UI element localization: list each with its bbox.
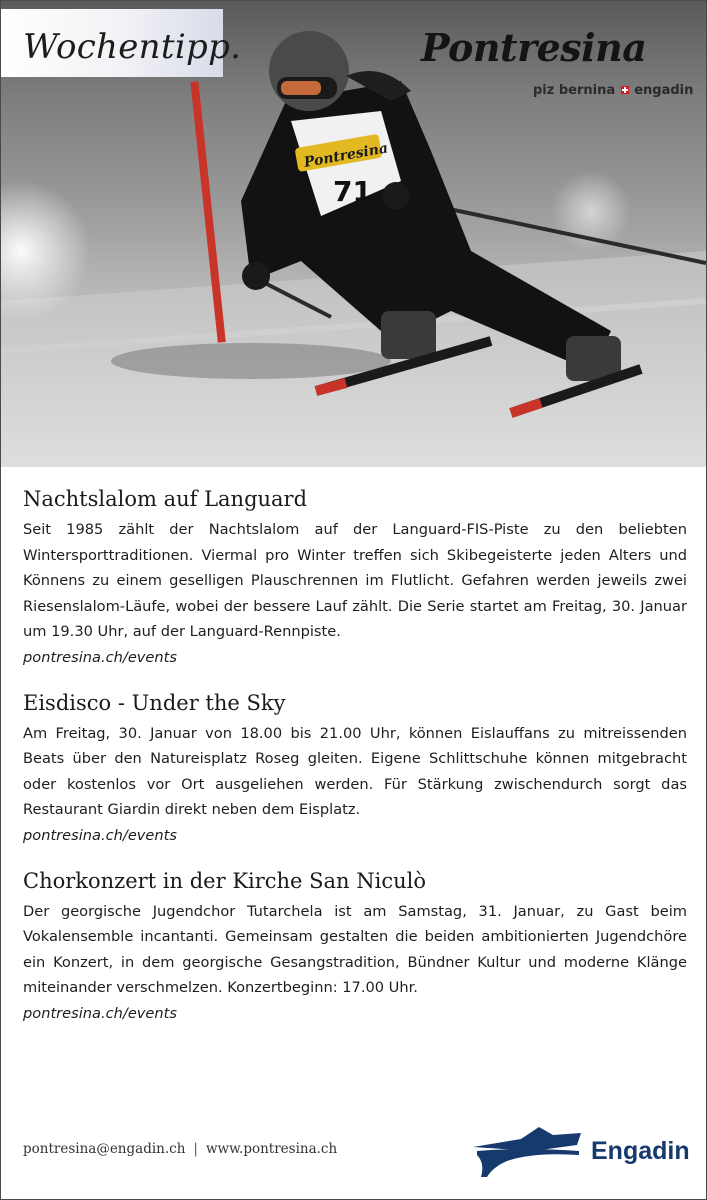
event-title: Chorkonzert in der Kirche San Niculò: [23, 868, 426, 893]
website-link[interactable]: www.pontresina.ch: [205, 1141, 338, 1157]
pontresina-logo: [421, 25, 694, 109]
logo-sub-left: piz bernina: [533, 83, 616, 98]
event-body: Am Freitag, 30. Januar von 18.00 bis 21.00 Uhr, können Eislauffans zu mitreissenden Beats über den Natureisplatz Roseg gleiten. Eigene Schlittschuhe können mitgebracht oder kostenlos vor Ort ausgeliehen werden. Für Stärkung zwischendurch sorgt das Restaurant Giardin direkt neben dem Eisplatz.: [23, 724, 687, 819]
ski-boot-left: [381, 311, 436, 359]
event-link[interactable]: pontresina.ch/events: [23, 648, 177, 666]
logo-sub-right: engadin: [634, 83, 694, 98]
event-title: Eisdisco - Under the Sky: [23, 690, 286, 715]
engadin-logo: [473, 1121, 693, 1181]
hero-photo: [1, 1, 706, 467]
event-article: [23, 867, 687, 1027]
skier-shadow: [111, 343, 391, 379]
page-title: Wochentipp.: [23, 27, 242, 67]
bib-sponsor-text: Pontresina: [302, 140, 390, 171]
footer-separator: |: [193, 1141, 198, 1157]
event-article: [23, 689, 687, 849]
mountain-icon: [473, 1121, 585, 1181]
logo-subline: [533, 83, 693, 98]
event-link[interactable]: pontresina.ch/events: [23, 826, 177, 844]
swiss-flag-icon: [621, 86, 629, 94]
goggle-lens: [281, 81, 321, 95]
event-article: [23, 485, 687, 671]
bib-number: 71: [333, 175, 372, 208]
event-body: Der georgische Jugendchor Tutarchela ist am Samstag, 31. Januar, zu Gast beim Vokalensemble incantanti. Gemeinsam gestalten die beiden ambitionierten Jugendchöre ein Konzert, in dem georgische Gesangstradition, Bündner Kultur und moderne Klänge miteinander verschmelzen. Konzertbeginn: 17.00 Uhr.: [23, 902, 687, 997]
event-link[interactable]: pontresina.ch/events: [23, 1004, 177, 1022]
logo-wordmark: Pontresina: [421, 25, 647, 70]
footer-contact: [23, 1141, 337, 1157]
event-list: [23, 485, 687, 1045]
event-title: Nachtslalom auf Languard: [23, 487, 308, 511]
event-body: Seit 1985 zählt der Nachtslalom auf der Languard-FIS-Piste zu den beliebten Wintersporttraditionen. Viermal pro Winter treffen sich Skibegeisterte jeden Alters und Könnens zu einem geselligen Plauschrennen im Flutlicht. Gefahren werden jeweils zwei Riesenslalom-Läufe, wobei der bessere Lauf zählt. Die Serie startet am Freitag, 30. Januar um 19.30 Uhr, auf der Languard-Rennpiste.: [23, 521, 687, 641]
email-link[interactable]: pontresina@engadin.ch: [23, 1141, 186, 1157]
engadin-brand: Engadin: [591, 1137, 690, 1165]
